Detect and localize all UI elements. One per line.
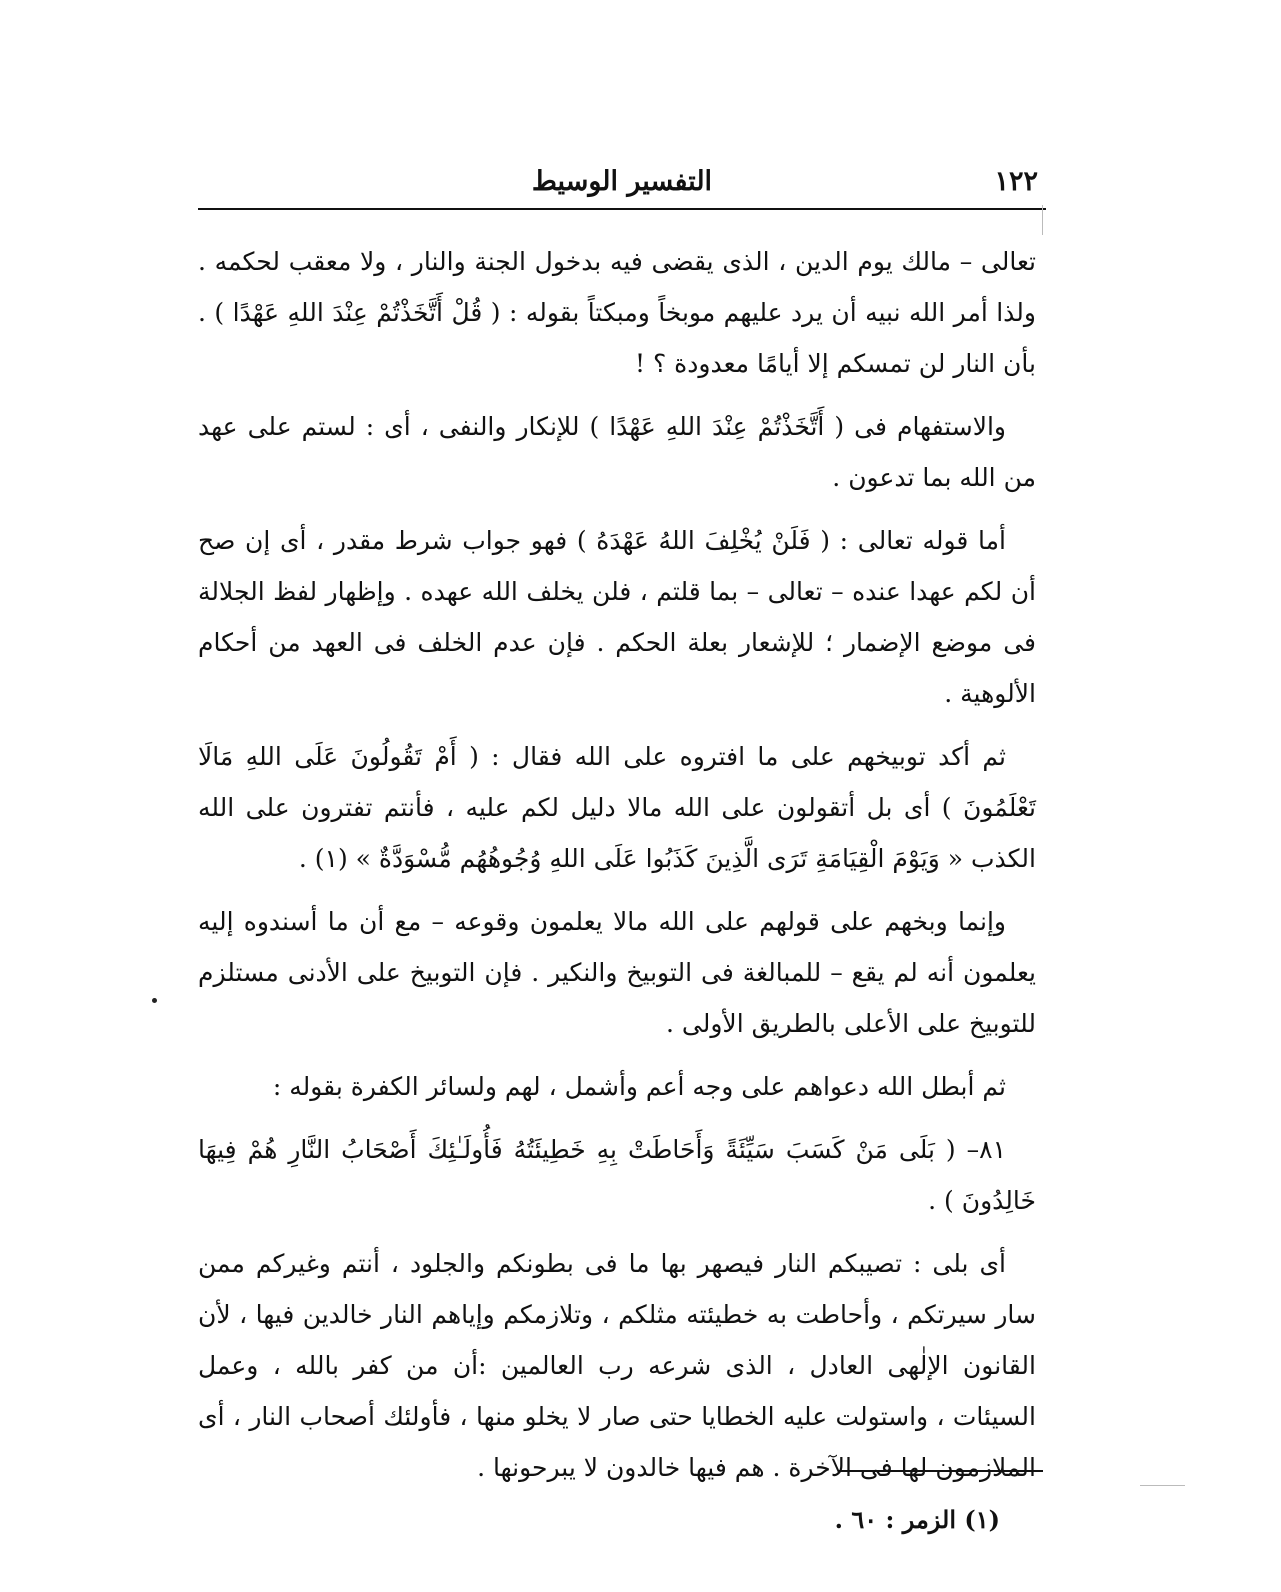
paragraph-2: والاستفهام فى ( أَتَّخَذْتُمْ عِنْدَ اللهِ عَهْدًا ) للإنكار والنفى ، أى : لستم على عهد من الله بما تدعون . xyxy=(198,412,1036,492)
running-title: التفسير الوسيط xyxy=(531,166,713,197)
scan-artifact-line xyxy=(1140,1485,1185,1486)
page-number: ١٢٢ xyxy=(994,166,1038,197)
body-text xyxy=(198,236,1036,1505)
scan-speck xyxy=(152,998,157,1003)
page-header xyxy=(198,160,1046,208)
footnote-rule xyxy=(838,1470,1043,1472)
paragraph-8: أى بلى : تصيبكم النار فيصهر بها ما فى بطونكم والجلود ، أنتم وغيركم ممن سار سيرتكم ، وأحاطت به خطيئته مثلكم ، وتلازمكم وإياهم النار خالدين فيها ، لأن القانون الإلٰهى العادل ، الذى شرعه رب العالمين :أن من كفر بالله ، وعمل السيئات ، واستولت عليه الخطايا حتى صار لا يخلو منها ، فأولئك أصحاب النار ، أى الملازمون لها فى الآخرة . هم فيها خالدون لا يبرحونها . xyxy=(198,1249,1036,1482)
paragraph-3: أما قوله تعالى : ( فَلَنْ يُخْلِفَ اللهُ عَهْدَهُ ) فهو جواب شرط مقدر ، أى إن صح أن لكم عهدا عنده – تعالى – بما قلتم ، فلن يخلف الله عهده . وإظهار لفظ الجلالة فى موضع الإضمار ؛ للإشعار بعلة الحكم . فإن عدم الخلف فى العهد من أحكام الألوهية . xyxy=(198,526,1036,708)
paragraph-1: تعالى – مالك يوم الدين ، الذى يقضى فيه بدخول الجنة والنار ، ولا معقب لحكمه . ولذا أمر الله نبيه أن يرد عليهم موبخاً ومبكتاً بقوله : ( قُلْ أَتَّخَذْتُمْ عِنْدَ اللهِ عَهْدًا ) . بأن النار لن تمسكم إلا أيامًا معدودة ؟ ! xyxy=(198,247,1036,378)
verse-81: ٨١– ( بَلَى مَنْ كَسَبَ سَيِّئَةً وَأَحَاطَتْ بِهِ خَطِيئَتُهُ فَأُولَـٰئِكَ أَصْحَابُ النَّارِ هُمْ فِيهَا خَالِدُونَ ) . xyxy=(198,1135,1036,1215)
paragraph-5: وإنما وبخهم على قولهم على الله مالا يعلمون وقوعه – مع أن ما أسندوه إليه يعلمون أنه لم يقع – للمبالغة فى التوبيخ والنكير . فإن التوبيخ على الأدنى مستلزم للتوبيخ على الأعلى بالطريق الأولى . xyxy=(198,907,1036,1038)
paragraph-4: ثم أكد توبيخهم على ما افتروه على الله فقال : ( أَمْ تَقُولُونَ عَلَى اللهِ مَالَا تَعْلَمُونَ ) أى بل أتقولون على الله مالا دليل لكم عليه ، فأنتم تفترون على الله الكذب « وَيَوْمَ الْقِيَامَةِ تَرَى الَّذِينَ كَذَبُوا عَلَى اللهِ وُجُوهُهُم مُّسْوَدَّةٌ » (١) . xyxy=(198,742,1036,873)
footnote: (١) الزمر : ٦٠ . xyxy=(834,1505,1000,1534)
scan-artifact-line xyxy=(1042,205,1043,235)
header-rule xyxy=(198,208,1046,210)
paragraph-6: ثم أبطل الله دعواهم على وجه أعم وأشمل ، لهم ولسائر الكفرة بقوله : xyxy=(272,1072,1006,1101)
